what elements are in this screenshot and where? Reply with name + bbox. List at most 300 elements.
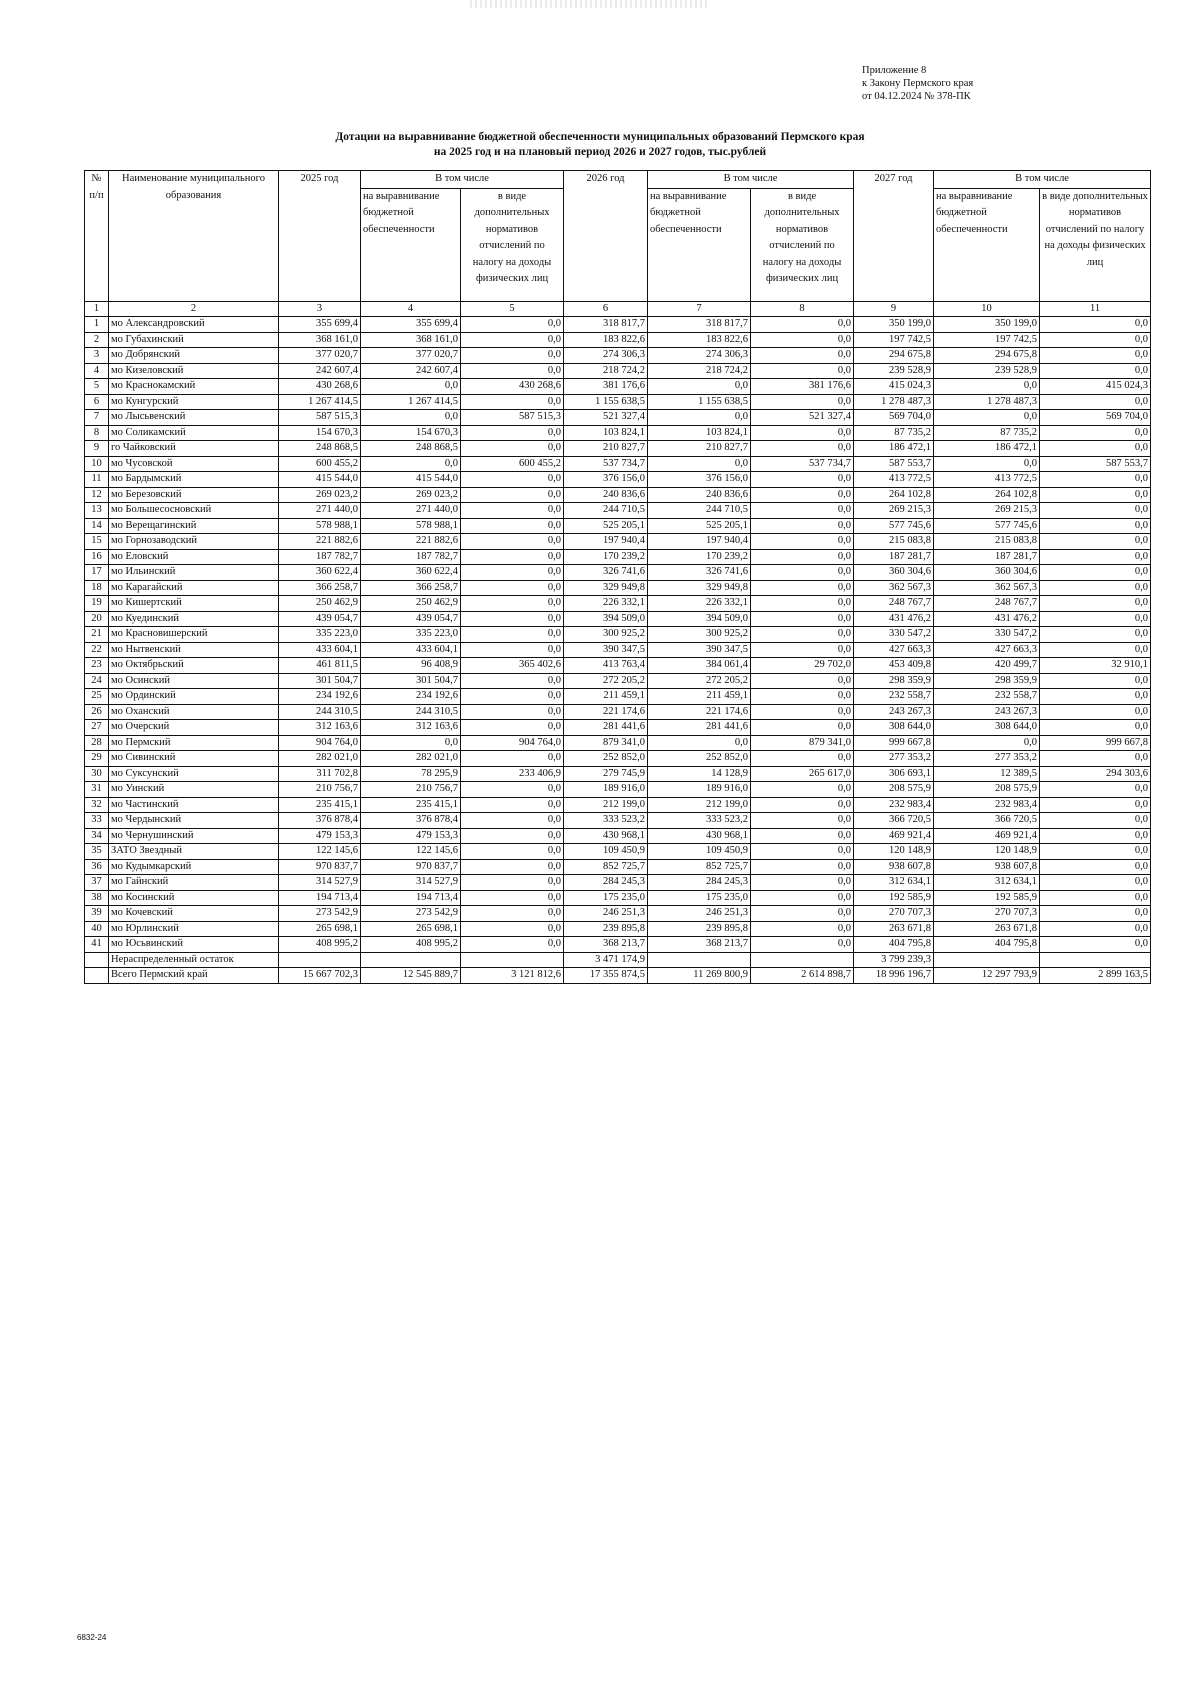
amount-cell: 210 827,7 xyxy=(564,441,648,457)
row-number: 16 xyxy=(85,549,109,565)
amount-cell: 263 671,8 xyxy=(934,921,1040,937)
header-2026: 2026 год xyxy=(564,171,648,302)
amount-cell: 355 699,4 xyxy=(361,317,461,333)
amount-cell: 413 763,4 xyxy=(564,658,648,674)
amount-cell: 404 795,8 xyxy=(934,937,1040,953)
municipality-name: мо Чернушинский xyxy=(109,828,279,844)
amount-cell: 537 734,7 xyxy=(564,456,648,472)
amount-cell: 187 281,7 xyxy=(934,549,1040,565)
amount-cell: 0,0 xyxy=(751,627,854,643)
amount-cell: 479 153,3 xyxy=(361,828,461,844)
amount-cell: 197 940,4 xyxy=(564,534,648,550)
amount-cell: 284 245,3 xyxy=(564,875,648,891)
amount-cell: 271 440,0 xyxy=(361,503,461,519)
row-number: 13 xyxy=(85,503,109,519)
column-number: 2 xyxy=(109,301,279,317)
amount-cell: 0,0 xyxy=(1040,906,1151,922)
amount-cell: 376 156,0 xyxy=(648,472,751,488)
row-number xyxy=(85,968,109,984)
amount-cell: 904 764,0 xyxy=(279,735,361,751)
amount-cell: 453 409,8 xyxy=(854,658,934,674)
amount-cell: 333 523,2 xyxy=(648,813,751,829)
amount-cell: 0,0 xyxy=(461,611,564,627)
table-row xyxy=(85,441,1151,457)
table-row xyxy=(85,363,1151,379)
amount-cell: 0,0 xyxy=(1040,363,1151,379)
header-name: Наименование муниципального образования xyxy=(109,171,279,302)
municipality-name: мо Добрянский xyxy=(109,348,279,364)
amount-cell: 587 553,7 xyxy=(1040,456,1151,472)
amount-cell: 243 267,3 xyxy=(854,704,934,720)
amount-cell: 265 617,0 xyxy=(751,766,854,782)
amount-cell: 282 021,0 xyxy=(279,751,361,767)
amount-cell: 0,0 xyxy=(461,813,564,829)
amount-cell xyxy=(361,952,461,968)
amount-cell: 0,0 xyxy=(461,348,564,364)
amount-cell: 0,0 xyxy=(751,813,854,829)
municipality-name: мо Соликамский xyxy=(109,425,279,441)
amount-cell: 281 441,6 xyxy=(648,720,751,736)
amount-cell: 212 199,0 xyxy=(648,797,751,813)
amount-cell: 578 988,1 xyxy=(361,518,461,534)
amount-cell: 232 983,4 xyxy=(854,797,934,813)
municipality-name: мо Гайнский xyxy=(109,875,279,891)
amount-cell: 368 213,7 xyxy=(564,937,648,953)
amount-cell: 242 607,4 xyxy=(361,363,461,379)
amount-cell: 250 462,9 xyxy=(279,596,361,612)
municipality-name: мо Ординский xyxy=(109,689,279,705)
amount-cell: 248 868,5 xyxy=(279,441,361,457)
header-equal-2026: на выравнивание бюджетной обеспеченности xyxy=(648,188,751,301)
amount-cell: 186 472,1 xyxy=(934,441,1040,457)
amount-cell: 0,0 xyxy=(934,456,1040,472)
amount-cell: 0,0 xyxy=(751,611,854,627)
amount-cell: 175 235,0 xyxy=(648,890,751,906)
amount-cell: 232 558,7 xyxy=(854,689,934,705)
amount-cell: 301 504,7 xyxy=(279,673,361,689)
municipality-name: мо Кунгурский xyxy=(109,394,279,410)
amount-cell: 0,0 xyxy=(751,425,854,441)
amount-cell: 239 895,8 xyxy=(648,921,751,937)
table-row xyxy=(85,394,1151,410)
amount-cell: 294 675,8 xyxy=(854,348,934,364)
amount-cell: 415 024,3 xyxy=(854,379,934,395)
amount-cell: 282 021,0 xyxy=(361,751,461,767)
table-row xyxy=(85,642,1151,658)
amount-cell: 226 332,1 xyxy=(564,596,648,612)
amount-cell: 0,0 xyxy=(751,472,854,488)
amount-cell: 0,0 xyxy=(461,363,564,379)
amount-cell: 269 215,3 xyxy=(934,503,1040,519)
amount-cell: 427 663,3 xyxy=(934,642,1040,658)
amount-cell: 183 822,6 xyxy=(564,332,648,348)
amount-cell: 308 644,0 xyxy=(934,720,1040,736)
amount-cell: 394 509,0 xyxy=(564,611,648,627)
row-number: 5 xyxy=(85,379,109,395)
amount-cell: 221 174,6 xyxy=(564,704,648,720)
row-number: 30 xyxy=(85,766,109,782)
row-number: 38 xyxy=(85,890,109,906)
amount-cell: 0,0 xyxy=(1040,611,1151,627)
table-row xyxy=(85,766,1151,782)
table-row xyxy=(85,859,1151,875)
amount-cell: 439 054,7 xyxy=(279,611,361,627)
amount-cell: 239 895,8 xyxy=(564,921,648,937)
row-number: 33 xyxy=(85,813,109,829)
table-row xyxy=(85,689,1151,705)
amount-cell xyxy=(279,952,361,968)
table-row xyxy=(85,549,1151,565)
amount-cell: 265 698,1 xyxy=(361,921,461,937)
row-number: 20 xyxy=(85,611,109,627)
municipality-name: мо Юсьвинский xyxy=(109,937,279,953)
appendix-note xyxy=(862,64,973,103)
table-row xyxy=(85,379,1151,395)
column-number: 9 xyxy=(854,301,934,317)
amount-cell: 122 145,6 xyxy=(361,844,461,860)
header-2027: 2027 год xyxy=(854,171,934,302)
row-number: 28 xyxy=(85,735,109,751)
amount-cell: 0,0 xyxy=(1040,503,1151,519)
amount-cell: 413 772,5 xyxy=(854,472,934,488)
amount-cell: 3 471 174,9 xyxy=(564,952,648,968)
table-row xyxy=(85,890,1151,906)
header-2025: 2025 год xyxy=(279,171,361,302)
municipality-name: мо Октябрьский xyxy=(109,658,279,674)
table-row xyxy=(85,425,1151,441)
title-line-2: на 2025 год и на плановый период 2026 и 2027 годов, тыс.рублей xyxy=(433,146,767,158)
row-number: 11 xyxy=(85,472,109,488)
row-number: 34 xyxy=(85,828,109,844)
amount-cell: 215 083,8 xyxy=(934,534,1040,550)
amount-cell: 215 083,8 xyxy=(854,534,934,550)
amount-cell: 277 353,2 xyxy=(854,751,934,767)
municipality-name: мо Куединский xyxy=(109,611,279,627)
amount-cell: 218 724,2 xyxy=(564,363,648,379)
row-number: 22 xyxy=(85,642,109,658)
amount-cell: 240 836,6 xyxy=(648,487,751,503)
municipality-name: мо Очерский xyxy=(109,720,279,736)
amount-cell: 189 916,0 xyxy=(648,782,751,798)
amount-cell: 0,0 xyxy=(461,689,564,705)
amount-cell: 274 306,3 xyxy=(648,348,751,364)
amount-cell: 525 205,1 xyxy=(564,518,648,534)
amount-cell: 234 192,6 xyxy=(279,689,361,705)
amount-cell: 0,0 xyxy=(751,348,854,364)
row-number: 25 xyxy=(85,689,109,705)
amount-cell: 239 528,9 xyxy=(934,363,1040,379)
amount-cell: 970 837,7 xyxy=(279,859,361,875)
amount-cell: 0,0 xyxy=(751,596,854,612)
row-number: 15 xyxy=(85,534,109,550)
header-incl-2025: В том числе xyxy=(361,171,564,189)
amount-cell: 0,0 xyxy=(461,673,564,689)
amount-cell: 234 192,6 xyxy=(361,689,461,705)
amount-cell: 12 389,5 xyxy=(934,766,1040,782)
amount-cell: 246 251,3 xyxy=(648,906,751,922)
amount-cell xyxy=(1040,952,1151,968)
amount-cell: 250 462,9 xyxy=(361,596,461,612)
municipality-name: мо Косинский xyxy=(109,890,279,906)
municipality-name: го Чайковский xyxy=(109,441,279,457)
amount-cell: 294 303,6 xyxy=(1040,766,1151,782)
column-number: 5 xyxy=(461,301,564,317)
amount-cell: 18 996 196,7 xyxy=(854,968,934,984)
appendix-line: к Закону Пермского края xyxy=(862,78,974,89)
table-row xyxy=(85,503,1151,519)
row-number: 27 xyxy=(85,720,109,736)
amount-cell: 408 995,2 xyxy=(279,937,361,953)
municipality-name: мо Кочевский xyxy=(109,906,279,922)
amount-cell: 0,0 xyxy=(461,487,564,503)
amount-cell: 271 440,0 xyxy=(279,503,361,519)
appendix-line: от 04.12.2024 № 378-ПК xyxy=(862,91,971,102)
amount-cell: 2 614 898,7 xyxy=(751,968,854,984)
amount-cell: 103 824,1 xyxy=(564,425,648,441)
amount-cell: 600 455,2 xyxy=(461,456,564,472)
amount-cell: 210 827,7 xyxy=(648,441,751,457)
amount-cell: 306 693,1 xyxy=(854,766,934,782)
amount-cell xyxy=(934,952,1040,968)
table-row xyxy=(85,875,1151,891)
amount-cell: 192 585,9 xyxy=(934,890,1040,906)
amount-cell: 301 504,7 xyxy=(361,673,461,689)
amount-cell: 192 585,9 xyxy=(854,890,934,906)
table-row xyxy=(85,906,1151,922)
amount-cell: 360 304,6 xyxy=(934,565,1040,581)
amount-cell: 197 940,4 xyxy=(648,534,751,550)
row-number: 32 xyxy=(85,797,109,813)
amount-cell: 537 734,7 xyxy=(751,456,854,472)
amount-cell: 355 699,4 xyxy=(279,317,361,333)
amount-cell: 1 278 487,3 xyxy=(854,394,934,410)
amount-cell: 12 545 889,7 xyxy=(361,968,461,984)
amount-cell: 252 852,0 xyxy=(564,751,648,767)
unallocated-row xyxy=(85,952,1151,968)
amount-cell: 0,0 xyxy=(934,735,1040,751)
amount-cell: 0,0 xyxy=(461,921,564,937)
municipality-name: мо Большесосновский xyxy=(109,503,279,519)
amount-cell: 360 304,6 xyxy=(854,565,934,581)
table-row xyxy=(85,673,1151,689)
amount-cell: 362 567,3 xyxy=(854,580,934,596)
table-row xyxy=(85,797,1151,813)
municipality-name: Всего Пермский край xyxy=(109,968,279,984)
amount-cell: 226 332,1 xyxy=(648,596,751,612)
header-extra-2027: в виде дополнительных нормативов отчислений по налогу на доходы физических лиц xyxy=(1040,188,1151,301)
amount-cell: 525 205,1 xyxy=(648,518,751,534)
column-number: 7 xyxy=(648,301,751,317)
amount-cell: 360 622,4 xyxy=(279,565,361,581)
amount-cell: 0,0 xyxy=(461,317,564,333)
amount-cell: 300 925,2 xyxy=(564,627,648,643)
amount-cell: 0,0 xyxy=(1040,518,1151,534)
amount-cell: 3 799 239,3 xyxy=(854,952,934,968)
amount-cell: 298 359,9 xyxy=(934,673,1040,689)
amount-cell: 235 415,1 xyxy=(279,797,361,813)
amount-cell xyxy=(461,952,564,968)
amount-cell: 1 155 638,5 xyxy=(564,394,648,410)
amount-cell: 368 161,0 xyxy=(361,332,461,348)
municipality-name: мо Лысьвенский xyxy=(109,410,279,426)
amount-cell: 384 061,4 xyxy=(648,658,751,674)
amount-cell: 221 174,6 xyxy=(648,704,751,720)
amount-cell: 284 245,3 xyxy=(648,875,751,891)
amount-cell: 32 910,1 xyxy=(1040,658,1151,674)
amount-cell: 366 720,5 xyxy=(854,813,934,829)
amount-cell: 194 713,4 xyxy=(361,890,461,906)
municipality-name: мо Пермский xyxy=(109,735,279,751)
row-number: 29 xyxy=(85,751,109,767)
amount-cell: 0,0 xyxy=(648,456,751,472)
amount-cell: 311 702,8 xyxy=(279,766,361,782)
amount-cell: 0,0 xyxy=(751,534,854,550)
amount-cell: 0,0 xyxy=(461,518,564,534)
amount-cell: 366 720,5 xyxy=(934,813,1040,829)
amount-cell: 212 199,0 xyxy=(564,797,648,813)
amount-cell: 194 713,4 xyxy=(279,890,361,906)
amount-cell: 0,0 xyxy=(1040,673,1151,689)
amount-cell: 0,0 xyxy=(1040,441,1151,457)
amount-cell: 0,0 xyxy=(461,782,564,798)
scan-noise-strip xyxy=(470,0,710,8)
amount-cell: 427 663,3 xyxy=(854,642,934,658)
table-row xyxy=(85,596,1151,612)
column-number: 4 xyxy=(361,301,461,317)
amount-cell: 0,0 xyxy=(1040,549,1151,565)
amount-cell: 1 267 414,5 xyxy=(279,394,361,410)
amount-cell: 420 499,7 xyxy=(934,658,1040,674)
amount-cell: 0,0 xyxy=(751,906,854,922)
amount-cell: 1 278 487,3 xyxy=(934,394,1040,410)
row-number: 39 xyxy=(85,906,109,922)
amount-cell: 0,0 xyxy=(361,379,461,395)
amount-cell: 999 667,8 xyxy=(854,735,934,751)
amount-cell: 999 667,8 xyxy=(1040,735,1151,751)
amount-cell: 0,0 xyxy=(751,487,854,503)
amount-cell: 183 822,6 xyxy=(648,332,751,348)
amount-cell: 0,0 xyxy=(751,937,854,953)
amount-cell: 329 949,8 xyxy=(564,580,648,596)
column-number: 10 xyxy=(934,301,1040,317)
amount-cell: 469 921,4 xyxy=(934,828,1040,844)
amount-cell: 439 054,7 xyxy=(361,611,461,627)
amount-cell: 415 544,0 xyxy=(279,472,361,488)
amount-cell: 312 634,1 xyxy=(854,875,934,891)
municipality-name: ЗАТО Звездный xyxy=(109,844,279,860)
table-row xyxy=(85,658,1151,674)
table-row xyxy=(85,410,1151,426)
amount-cell: 154 670,3 xyxy=(361,425,461,441)
table-body xyxy=(85,317,1151,984)
amount-cell: 0,0 xyxy=(751,518,854,534)
amount-cell: 587 515,3 xyxy=(461,410,564,426)
amount-cell: 852 725,7 xyxy=(564,859,648,875)
amount-cell: 252 852,0 xyxy=(648,751,751,767)
column-number: 6 xyxy=(564,301,648,317)
row-number: 10 xyxy=(85,456,109,472)
municipality-name: мо Суксунский xyxy=(109,766,279,782)
table-row xyxy=(85,720,1151,736)
amount-cell: 879 341,0 xyxy=(564,735,648,751)
amount-cell: 312 634,1 xyxy=(934,875,1040,891)
header-incl-2027: В том числе xyxy=(934,171,1151,189)
amount-cell: 0,0 xyxy=(461,937,564,953)
municipality-name: мо Кудымкарский xyxy=(109,859,279,875)
amount-cell: 430 268,6 xyxy=(279,379,361,395)
amount-cell: 0,0 xyxy=(751,642,854,658)
amount-cell: 11 269 800,9 xyxy=(648,968,751,984)
row-number: 12 xyxy=(85,487,109,503)
amount-cell: 175 235,0 xyxy=(564,890,648,906)
amount-cell: 0,0 xyxy=(751,394,854,410)
amount-cell: 244 710,5 xyxy=(564,503,648,519)
amount-cell: 376 878,4 xyxy=(361,813,461,829)
amount-cell: 0,0 xyxy=(751,720,854,736)
amount-cell: 431 476,2 xyxy=(934,611,1040,627)
total-row xyxy=(85,968,1151,984)
amount-cell: 0,0 xyxy=(461,797,564,813)
amount-cell: 0,0 xyxy=(1040,580,1151,596)
municipality-name: мо Частинский xyxy=(109,797,279,813)
amount-cell: 272 205,2 xyxy=(564,673,648,689)
table-row xyxy=(85,735,1151,751)
amount-cell: 366 258,7 xyxy=(279,580,361,596)
amount-cell: 0,0 xyxy=(1040,472,1151,488)
amount-cell: 264 102,8 xyxy=(854,487,934,503)
amount-cell: 274 306,3 xyxy=(564,348,648,364)
municipality-name: мо Александровский xyxy=(109,317,279,333)
amount-cell: 0,0 xyxy=(1040,487,1151,503)
amount-cell: 390 347,5 xyxy=(564,642,648,658)
row-number: 23 xyxy=(85,658,109,674)
municipality-name: мо Чердынский xyxy=(109,813,279,829)
amount-cell: 208 575,9 xyxy=(934,782,1040,798)
amount-cell: 0,0 xyxy=(1040,797,1151,813)
row-number: 19 xyxy=(85,596,109,612)
municipality-name: мо Уинский xyxy=(109,782,279,798)
row-number: 6 xyxy=(85,394,109,410)
row-number: 3 xyxy=(85,348,109,364)
table-row xyxy=(85,844,1151,860)
municipality-name: Нераспределенный остаток xyxy=(109,952,279,968)
amount-cell: 0,0 xyxy=(1040,534,1151,550)
amount-cell xyxy=(648,952,751,968)
municipality-name: мо Кизеловский xyxy=(109,363,279,379)
amount-cell: 578 988,1 xyxy=(279,518,361,534)
municipality-name: мо Чусовской xyxy=(109,456,279,472)
appendix-line: Приложение 8 xyxy=(862,65,927,76)
amount-cell: 904 764,0 xyxy=(461,735,564,751)
amount-cell: 415 544,0 xyxy=(361,472,461,488)
table-row xyxy=(85,518,1151,534)
amount-cell: 269 023,2 xyxy=(361,487,461,503)
amount-cell: 0,0 xyxy=(461,425,564,441)
amount-cell: 0,0 xyxy=(1040,890,1151,906)
amount-cell: 0,0 xyxy=(461,859,564,875)
amount-cell: 415 024,3 xyxy=(1040,379,1151,395)
amount-cell: 0,0 xyxy=(751,782,854,798)
amount-cell: 577 745,6 xyxy=(854,518,934,534)
amount-cell: 0,0 xyxy=(461,394,564,410)
table-row xyxy=(85,921,1151,937)
amount-cell: 0,0 xyxy=(461,704,564,720)
amount-cell: 366 258,7 xyxy=(361,580,461,596)
row-number: 4 xyxy=(85,363,109,379)
subsidy-table xyxy=(84,170,1151,984)
amount-cell: 0,0 xyxy=(751,363,854,379)
amount-cell: 240 836,6 xyxy=(564,487,648,503)
